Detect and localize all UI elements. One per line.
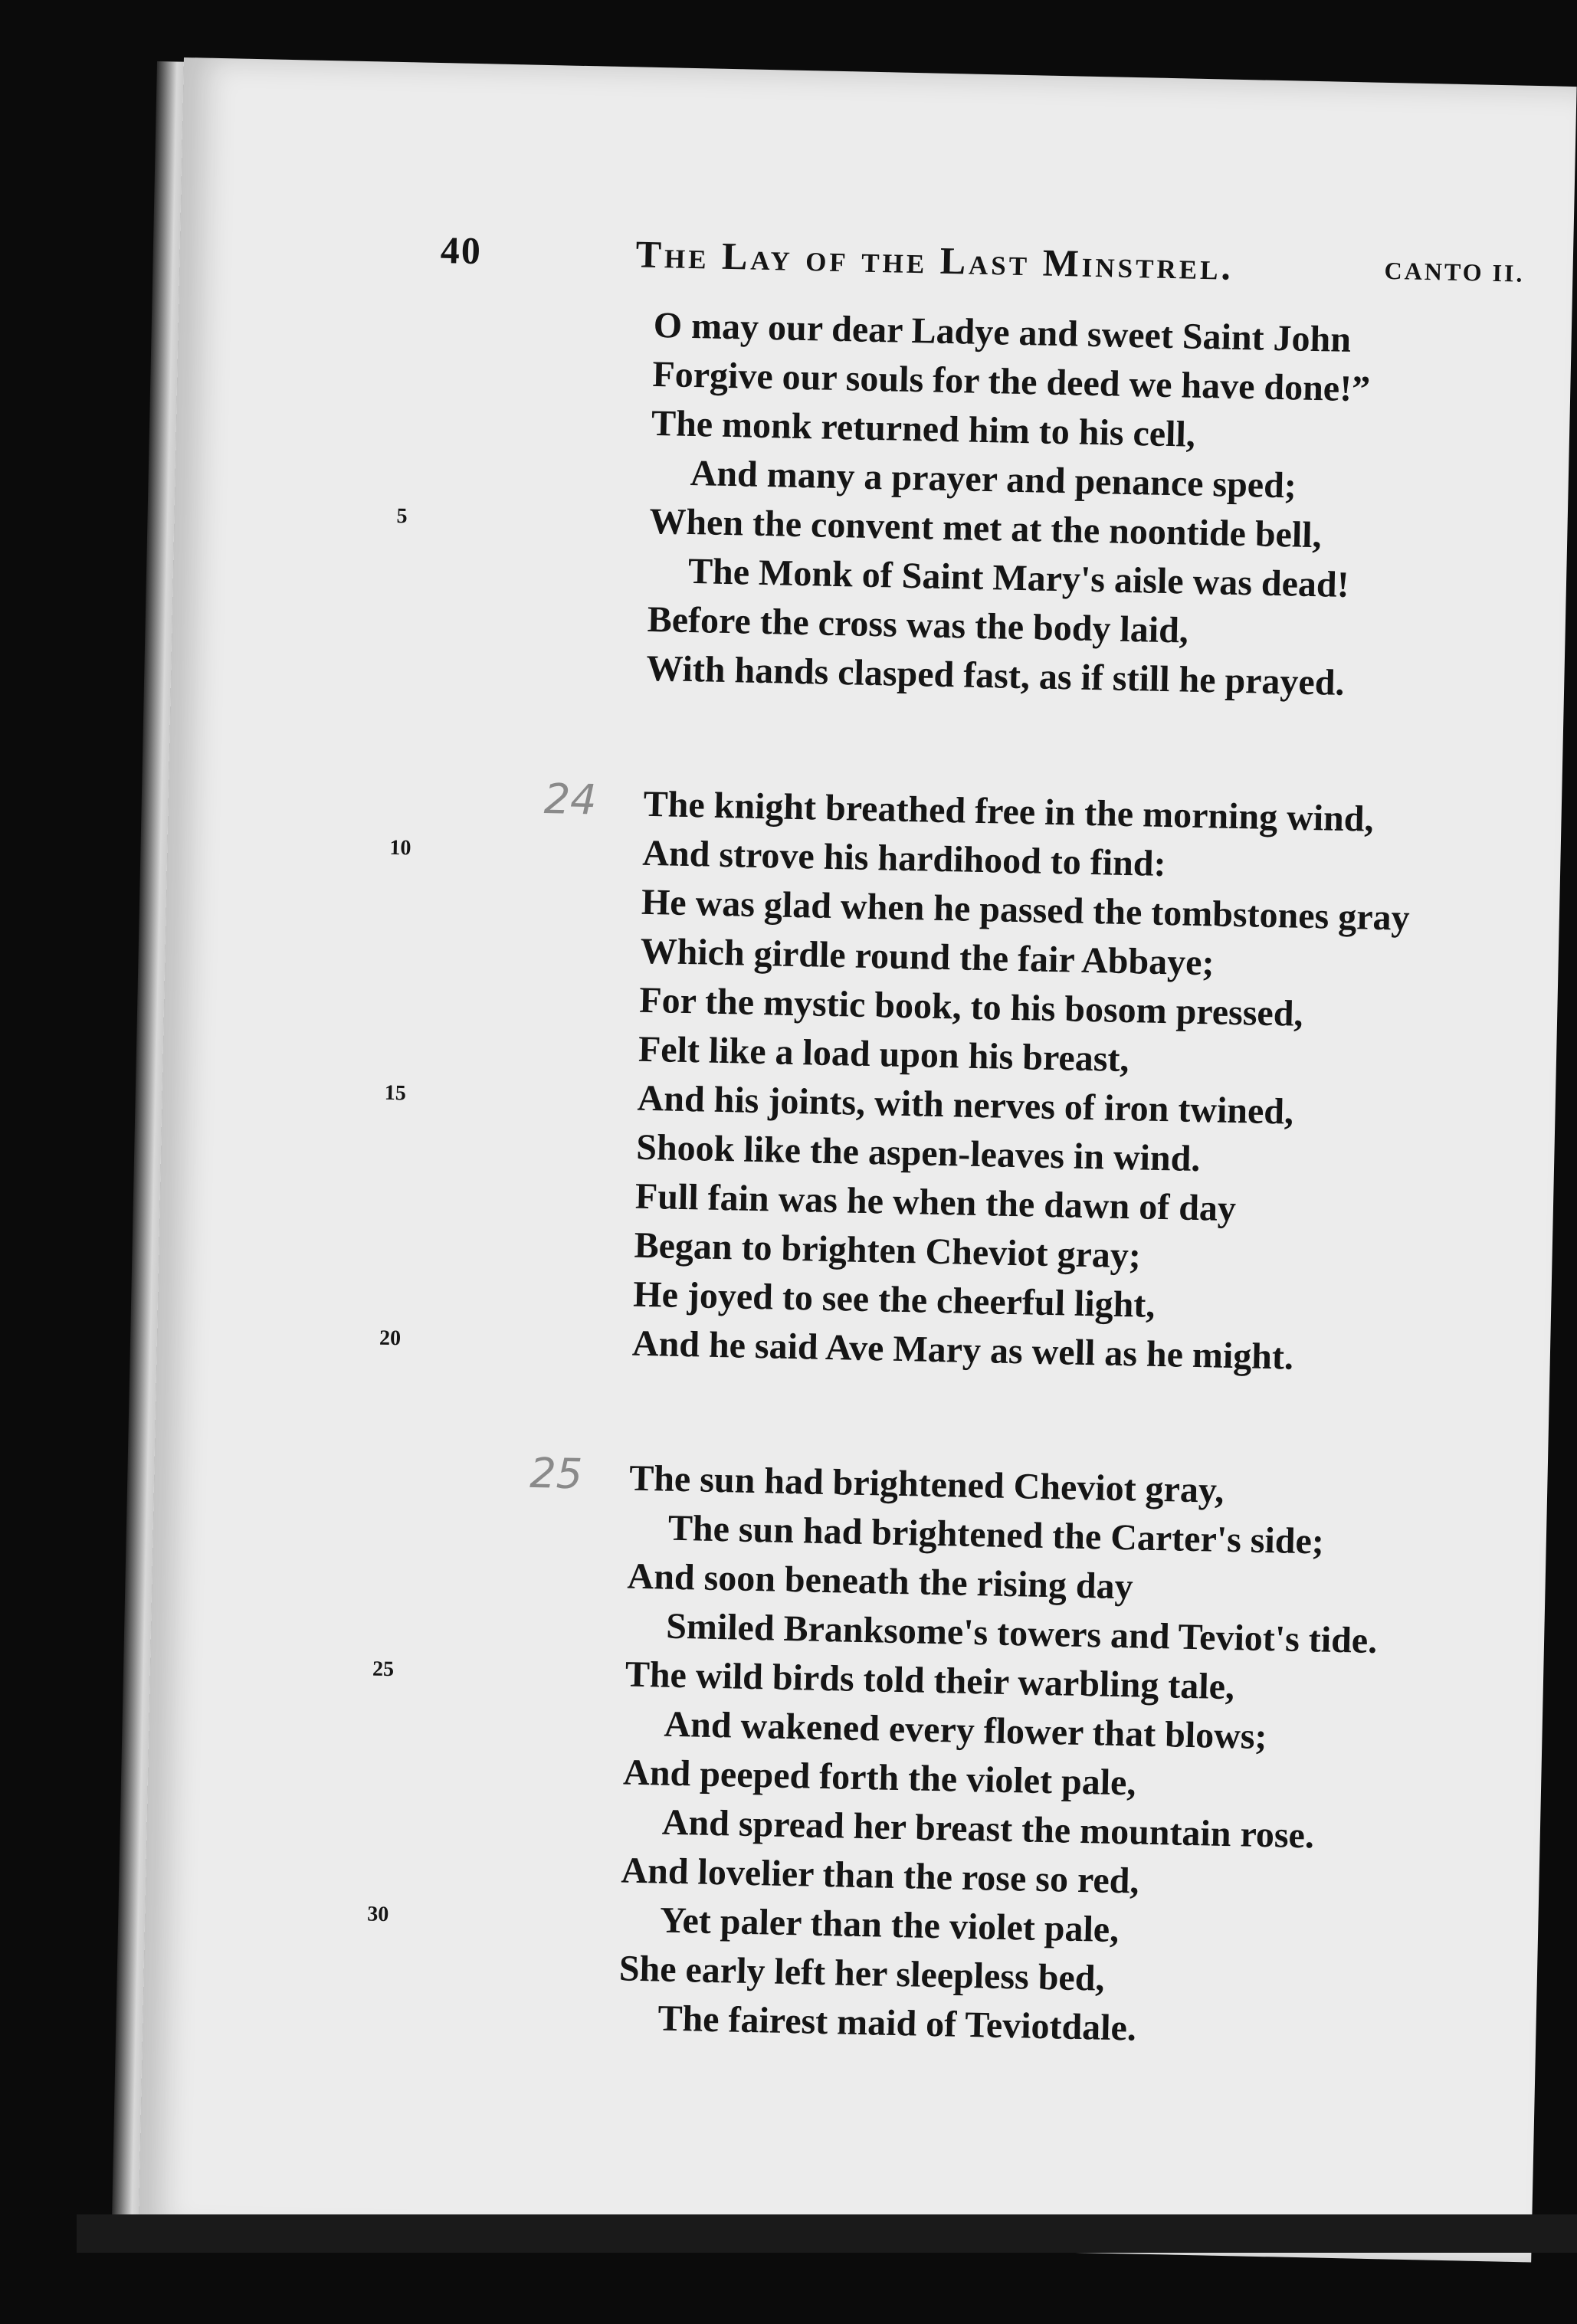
verse-text: Felt like a load upon his breast,: [638, 1028, 1129, 1080]
line-number: 10: [389, 835, 411, 860]
verse-text: And he said Ave Mary as well as he might.: [631, 1323, 1294, 1378]
verse-text: Forgive our souls for the deed we have done!”: [651, 353, 1371, 410]
stanza-2: [156, 770, 1562, 1388]
line-number: 5: [396, 503, 408, 529]
verse-text: He joyed to see the cheerful light,: [632, 1273, 1156, 1326]
verse-text: She early left her sleepless bed,: [618, 1948, 1106, 1999]
verse-text: When the convent met at the noontide bell,: [648, 500, 1323, 556]
verse-text: With hands clasped fast, as if still he prayed.: [645, 647, 1346, 703]
verse-text: Yet paler than the violet pale,: [659, 1900, 1120, 1951]
verse-text: Full fain was he when the dawn of day: [634, 1175, 1237, 1230]
stanza-1: [171, 291, 1572, 713]
book-page: [139, 57, 1577, 2262]
verse-text: O may our dear Ladye and sweet Saint John: [653, 304, 1352, 360]
verse-text: The Monk of Saint Mary's aisle was dead!: [687, 550, 1350, 605]
canto-label: CANTO II.: [1384, 256, 1525, 287]
verse-text: And wakened every flower that blows;: [664, 1703, 1268, 1758]
verse-text: Smiled Branksome's towers and Teviot's tide.: [665, 1605, 1378, 1662]
verse-text: The fairest maid of Teviotdale.: [657, 1998, 1137, 2049]
page-bottom-edge: [77, 2214, 1577, 2253]
running-title: The Lay of the Last Minstrel.: [635, 232, 1234, 288]
line-number: 20: [379, 1326, 402, 1351]
verse-text: Began to brighten Cheviot gray;: [634, 1224, 1142, 1277]
verse-text: And lovelier than the rose so red,: [621, 1850, 1139, 1902]
verse-text: For the mystic book, to his bosom pressed,: [638, 979, 1304, 1034]
verse-text: And spread her breast the mountain rose.: [661, 1801, 1315, 1857]
line-number: 25: [372, 1657, 395, 1682]
verse-text: And strove his hardihood to find:: [641, 832, 1167, 885]
verse-text: The wild birds told their warbling tale,: [625, 1654, 1235, 1708]
line-number: 30: [366, 1902, 389, 1927]
verse-text: He was glad when he passed the tombstones gray: [641, 881, 1411, 939]
pencil-marginal-note: 24: [543, 775, 598, 824]
verse-text: And his joints, with nerves of iron twined,: [637, 1077, 1294, 1132]
page-number: 40: [440, 228, 483, 273]
verse-text: And many a prayer and penance sped;: [690, 452, 1297, 506]
line-number: 15: [384, 1080, 407, 1106]
verse-text: The monk returned him to his cell,: [651, 402, 1196, 455]
verse-text: Which girdle round the fair Abbaye;: [640, 930, 1215, 984]
verse-text: And soon beneath the rising day: [627, 1555, 1134, 1608]
verse-text: Shook like the aspen-leaves in wind.: [635, 1126, 1201, 1180]
stanza-3: [143, 1444, 1548, 2062]
verse-text: The knight breathed free in the morning wind,: [643, 783, 1375, 840]
verse-text: And peeped forth the violet pale,: [622, 1752, 1136, 1804]
verse-text: The sun had brightened Cheviot gray,: [628, 1457, 1225, 1511]
pencil-marginal-note: 25: [529, 1448, 583, 1499]
verse-text: The sun had brightened the Carter's side;: [667, 1507, 1325, 1562]
verse-text: Before the cross was the body laid,: [647, 598, 1189, 651]
